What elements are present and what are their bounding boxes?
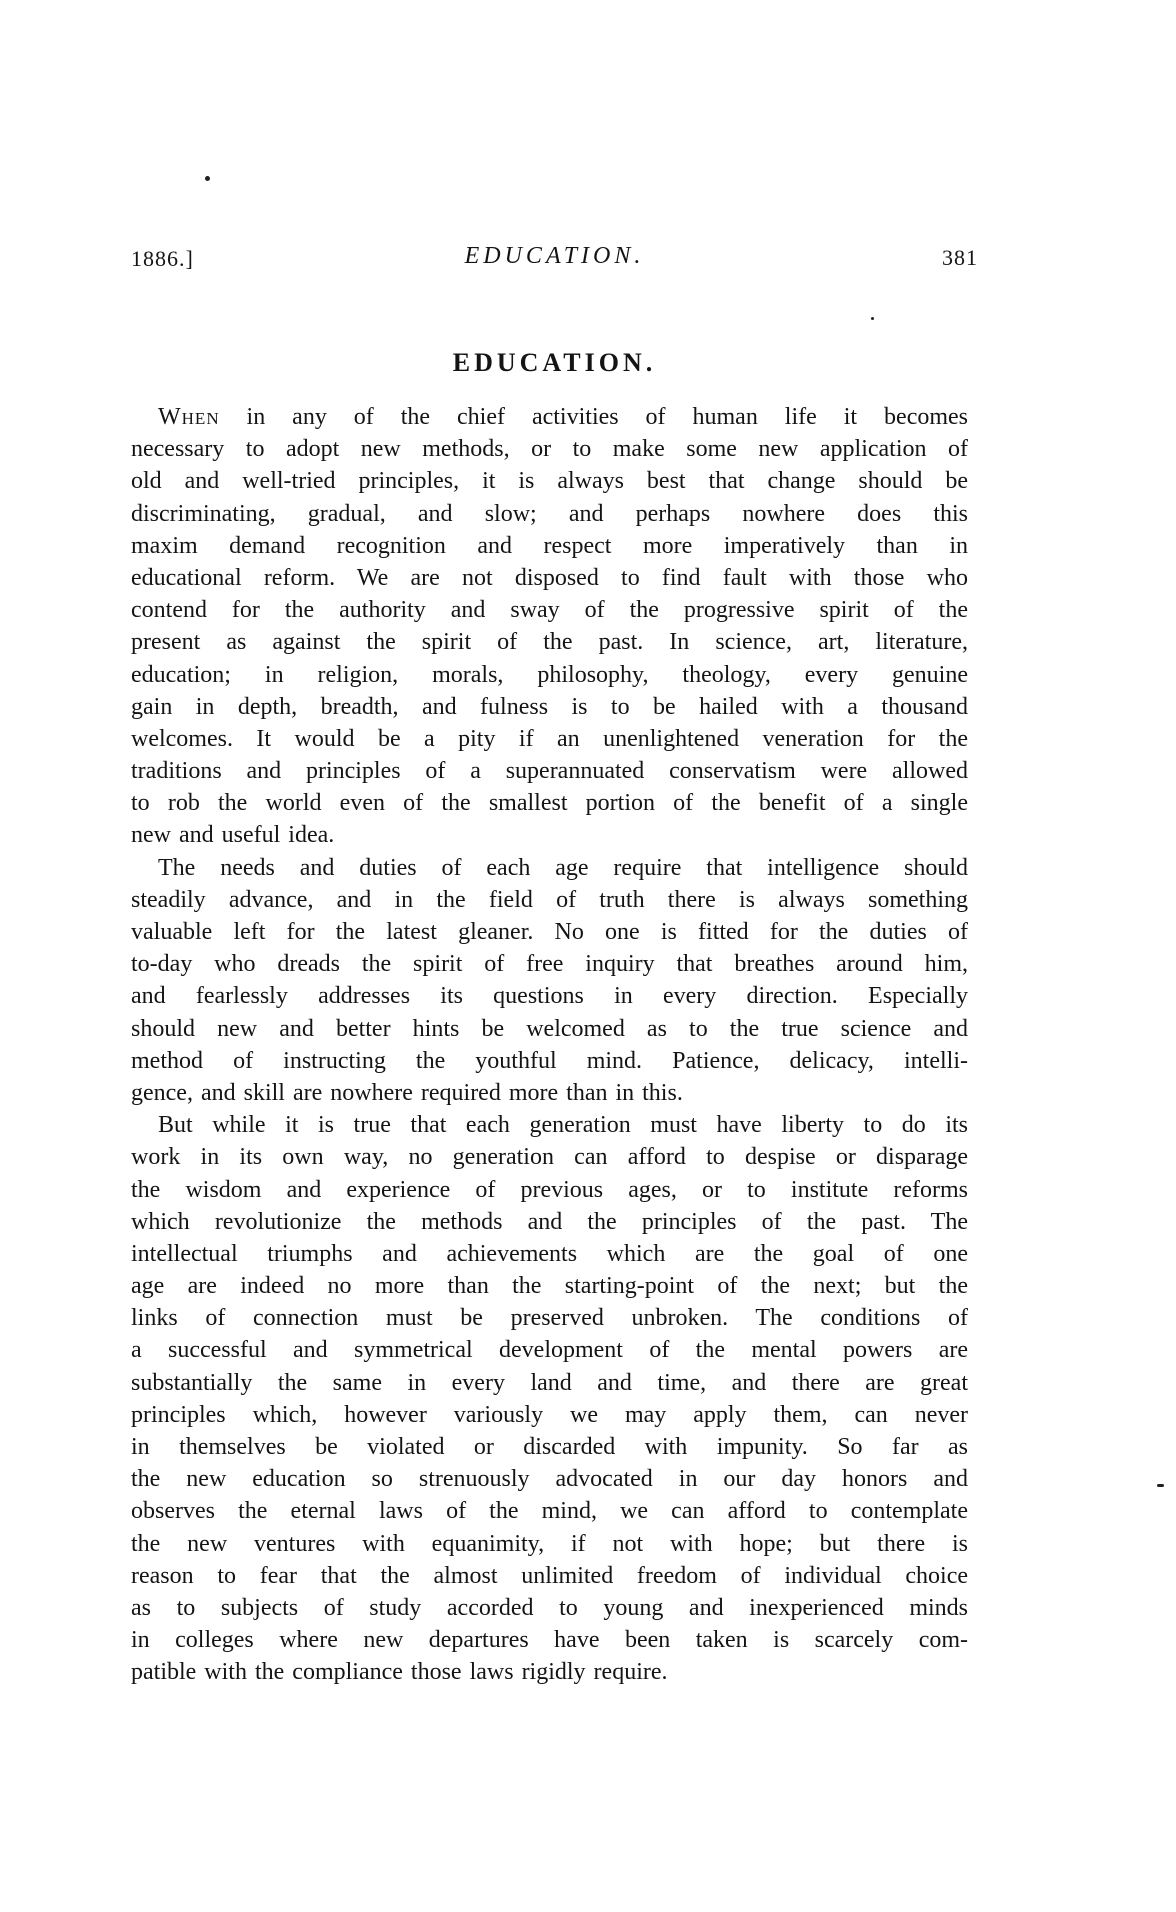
- header-running-title: EDUCATION.: [464, 243, 645, 269]
- text-line: present as against the spirit of the past. In science, art, literature,: [131, 629, 968, 656]
- text-line: necessary to adopt new methods, or to make some new application of: [131, 436, 968, 463]
- text-line: and fearlessly addresses its questions in every direction. Especially: [131, 983, 968, 1010]
- text-line: When in any of the chief activities of human life it becomes: [158, 404, 968, 430]
- text-line: the new ventures with equanimity, if not with hope; but there is: [131, 1530, 968, 1557]
- text-line: work in its own way, no generation can afford to despise or disparage: [131, 1144, 968, 1171]
- text-line: should new and better hints be welcomed as to the true science and: [131, 1015, 968, 1042]
- text-line: links of connection must be preserved unbroken. The conditions of: [131, 1305, 968, 1332]
- text-line: discriminating, gradual, and slow; and perhaps nowhere does this: [131, 500, 968, 527]
- text-line: patible with the compliance those laws rigidly require.: [131, 1659, 668, 1686]
- page-header: [131, 243, 978, 277]
- text-line: valuable left for the latest gleaner. No one is fitted for the duties of: [131, 919, 968, 945]
- text-line: a successful and symmetrical development of the mental powers are: [131, 1337, 968, 1364]
- text-line: intellectual triumphs and achievements which are the goal of one: [131, 1240, 968, 1267]
- ink-speck: [1157, 1484, 1164, 1487]
- article-body: [131, 401, 968, 1689]
- text-line: principles which, however variously we may apply them, can never: [131, 1401, 968, 1428]
- text-line: to-day who dreads the spirit of free inquiry that breathes around him,: [131, 951, 968, 978]
- text-line: steadily advance, and in the field of truth there is always something: [131, 886, 968, 913]
- text-line: age are indeed no more than the starting-point of the next; but the: [131, 1273, 968, 1300]
- text-line: education; in religion, morals, philosophy, theology, every genuine: [131, 661, 968, 688]
- text-line: contend for the authority and sway of the progressive spirit of the: [131, 597, 968, 624]
- text-line: gain in depth, breadth, and fulness is to be hailed with a thousand: [131, 693, 968, 720]
- text-line: observes the eternal laws of the mind, we can afford to contemplate: [131, 1498, 968, 1525]
- article-title: EDUCATION.: [452, 348, 657, 377]
- lead-word: When: [158, 404, 220, 430]
- text-line: the new education so strenuously advocated in our day honors and: [131, 1466, 968, 1493]
- header-year: 1886.]: [131, 246, 194, 271]
- text-line: But while it is true that each generation must have liberty to do its: [158, 1112, 968, 1139]
- paragraph: [131, 852, 968, 1110]
- text-line: in colleges where new departures have been taken is scarcely com-: [131, 1627, 968, 1654]
- text-line: method of instructing the youthful mind. Patience, delicacy, intelli-: [131, 1047, 968, 1074]
- ink-speck: [205, 176, 210, 181]
- text-line: which revolutionize the methods and the principles of the past. The: [131, 1208, 968, 1235]
- text-line: The needs and duties of each age require that intelligence should: [158, 854, 968, 881]
- header-page-number: 381: [942, 245, 978, 270]
- paragraph: [131, 1109, 968, 1688]
- text-line: reason to fear that the almost unlimited freedom of individual choice: [131, 1562, 968, 1589]
- text-line: in themselves be violated or discarded with impunity. So far as: [131, 1434, 968, 1460]
- text-line: traditions and principles of a superannuated conservatism were allowed: [131, 758, 968, 785]
- text-line: substantially the same in every land and time, and there are great: [131, 1369, 968, 1396]
- text-line: to rob the world even of the smallest portion of the benefit of a single: [131, 790, 968, 817]
- text-line: old and well-tried principles, it is always best that change should be: [131, 468, 968, 495]
- text-line: new and useful idea.: [131, 822, 335, 849]
- text-line: gence, and skill are nowhere required more than in this.: [131, 1079, 683, 1106]
- text-line: the wisdom and experience of previous ages, or to institute reforms: [131, 1176, 968, 1203]
- paragraph: [131, 401, 968, 852]
- text-line: welcomes. It would be a pity if an unenlightened veneration for the: [131, 725, 968, 752]
- text-line: as to subjects of study accorded to young and inexperienced minds: [131, 1594, 968, 1621]
- ink-speck: [871, 317, 874, 320]
- text-line: maxim demand recognition and respect more imperatively than in: [131, 532, 968, 559]
- text-line: educational reform. We are not disposed to find fault with those who: [131, 564, 968, 591]
